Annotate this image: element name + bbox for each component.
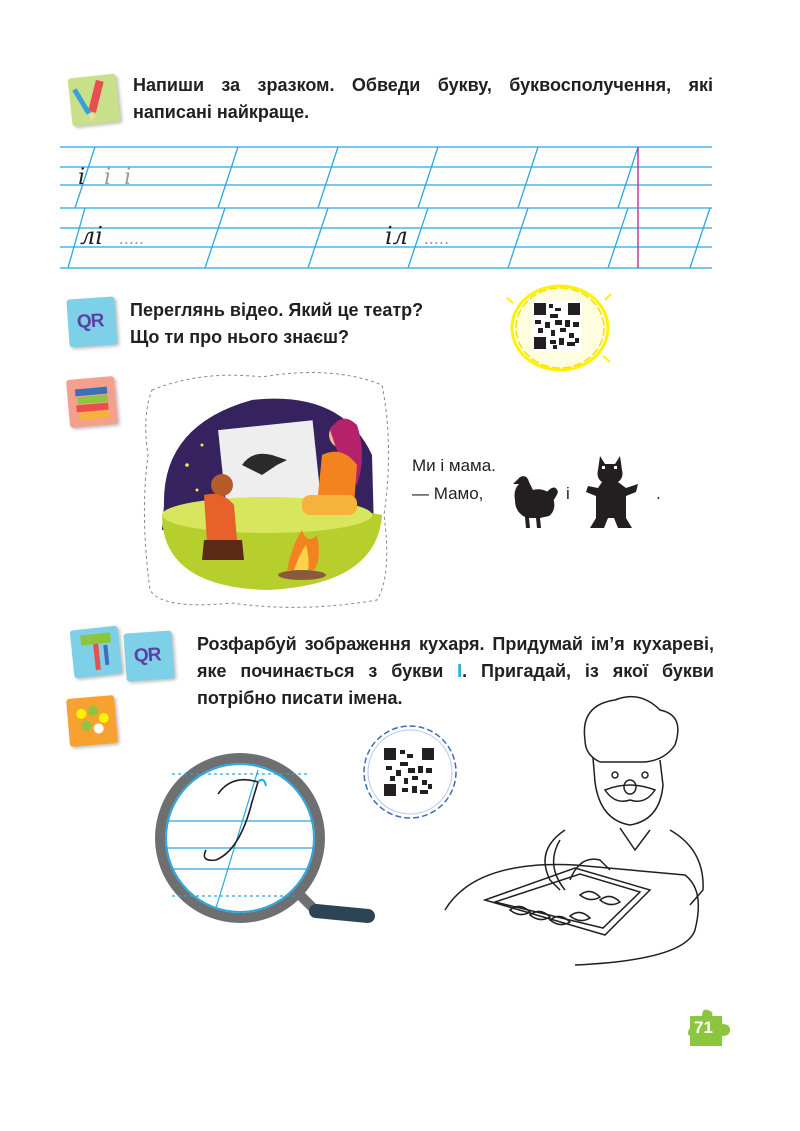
story-line1: Ми і мама. xyxy=(412,456,496,475)
qr-code-video[interactable] xyxy=(505,278,615,378)
writing-task-icon xyxy=(68,74,121,127)
task1-instruction: Напиши за зразком. Обведи букву, буквосполучення, які написані найкраще. xyxy=(133,75,713,122)
magnifier-letter-illustration xyxy=(140,750,385,930)
coloring-task-icon xyxy=(70,626,123,679)
cook-coloring-illustration xyxy=(435,690,715,970)
trace-dots: ..... xyxy=(118,229,145,248)
story-line2-mid: і xyxy=(566,484,570,503)
task2-line1: Переглянь відео. Який це театр? xyxy=(130,300,424,320)
copybook-lines xyxy=(60,140,720,275)
books-icon xyxy=(66,376,118,428)
pencil-icon xyxy=(68,74,121,127)
sample-syllable: іл xyxy=(385,222,408,250)
story-line2-end: . xyxy=(656,484,661,503)
beads-icon xyxy=(66,695,118,747)
reading-task-icon xyxy=(66,376,118,428)
sample-letter: і xyxy=(78,165,86,190)
cat-silhouette-icon xyxy=(580,452,642,532)
creative-task-icon xyxy=(66,695,118,747)
paintbrush-icon xyxy=(70,626,123,679)
qr-task-icon: QR xyxy=(123,630,174,681)
task3-text-part2: . Пригадай, із якої букви потрібно писати імена. xyxy=(197,661,714,708)
story-line2-start: — Мамо, xyxy=(412,484,484,503)
trace-letter: і xyxy=(124,165,132,190)
qr-task-icon: QR xyxy=(66,296,117,347)
sample-syllable: лі xyxy=(80,222,103,250)
task3-text-part1: Розфарбуй зображення кухаря. Придумай ім’я кухареві, яке починається з букви xyxy=(197,634,714,681)
page-number: 71 xyxy=(694,1018,713,1037)
trace-letter: і xyxy=(104,165,112,190)
trace-dots: ..... xyxy=(423,229,450,248)
task2-line2: Що ти про нього знаєш? xyxy=(130,327,350,347)
rooster-silhouette-icon xyxy=(505,472,560,530)
task3-highlight-letter: І xyxy=(457,661,463,681)
shadow-theatre-illustration xyxy=(142,365,392,610)
